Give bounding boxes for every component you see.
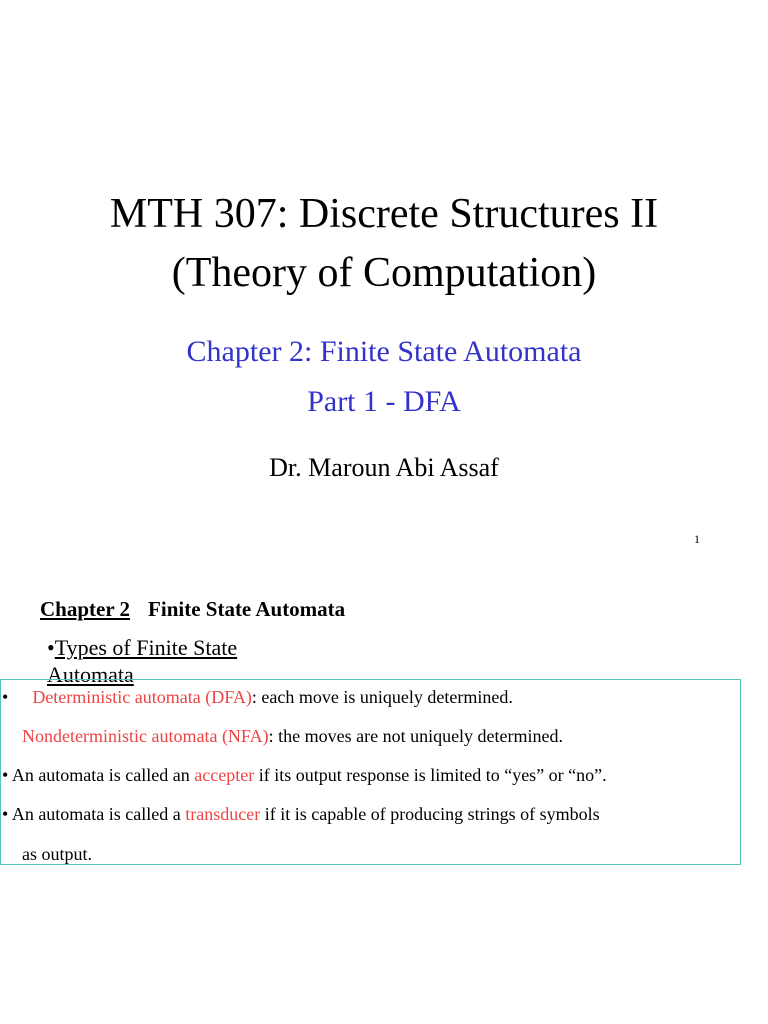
list-bullet: • xyxy=(2,765,9,785)
dfa-description: : each move is uniquely determined. xyxy=(251,687,513,707)
types-bullet: • xyxy=(47,635,55,660)
slide-title-line-2: (Theory of Computation) xyxy=(171,250,597,296)
term-dfa: Deterministic automata (DFA) xyxy=(32,687,252,707)
term-transducer: transducer xyxy=(185,804,261,824)
transducer-prefix: An automata is called a xyxy=(8,804,186,824)
slide-subtitle-part: Part 1 - DFA xyxy=(307,385,461,418)
chapter-number: Chapter 2 xyxy=(40,597,131,621)
list-bullet: • xyxy=(2,804,9,824)
list-item-accepter xyxy=(2,764,607,786)
accepter-prefix: An automata is called an xyxy=(8,765,195,785)
chapter-title: Finite State Automata xyxy=(148,597,346,621)
accepter-description: if its output response is limited to “yes” or “no”. xyxy=(254,765,607,785)
slide-number: 1 xyxy=(694,532,700,546)
chapter-heading xyxy=(40,596,345,622)
list-item-dfa xyxy=(2,686,513,708)
types-heading-text: Types of Finite State Automata xyxy=(47,635,238,687)
author-name: Dr. Maroun Abi Assaf xyxy=(269,453,499,482)
slide-title-line-1: MTH 307: Discrete Structures II xyxy=(109,191,659,237)
transducer-description: if it is capable of producing strings of symbols xyxy=(260,804,600,824)
nfa-description: : the moves are not uniquely determined. xyxy=(268,726,564,746)
slide-subtitle-chapter: Chapter 2: Finite State Automata xyxy=(186,335,582,368)
term-nfa: Nondeterministic automata (NFA) xyxy=(22,726,269,746)
list-item-nfa xyxy=(22,725,563,747)
list-bullet: • xyxy=(2,687,9,707)
term-accepter: accepter xyxy=(194,765,255,785)
transducer-continuation: as output. xyxy=(22,844,92,864)
list-item-transducer xyxy=(2,803,600,825)
